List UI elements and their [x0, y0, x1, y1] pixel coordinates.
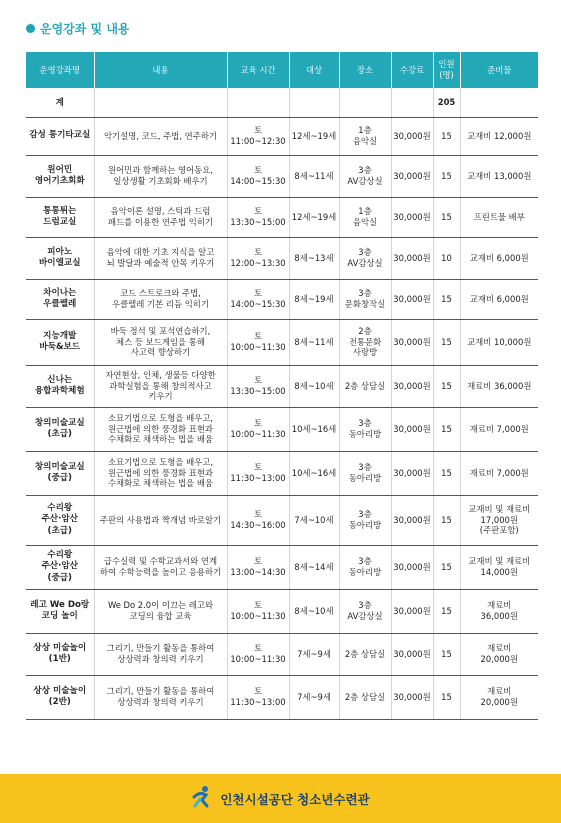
cell-name: 창의미술교실 (중급)	[26, 451, 94, 495]
cell-capacity: 15	[433, 451, 460, 495]
table-row	[26, 545, 538, 589]
cell-target: 8세~19세	[289, 279, 339, 319]
header-content: 내용	[94, 52, 227, 88]
cell-target: 7세~10세	[289, 495, 339, 545]
cell-target: 12세~19세	[289, 197, 339, 237]
cell-time: 토 10:00~11:30	[227, 407, 289, 451]
cell-place: 3층 동아리방	[339, 495, 391, 545]
cell-time: 토 10:00~11:30	[227, 589, 289, 633]
table-row	[26, 589, 538, 633]
cell-materials: 재료비 36,000원	[460, 365, 538, 407]
cell-materials: 교재비 및 재료비 17,000원 (주판포함)	[460, 495, 538, 545]
cell-target: 8세~13세	[289, 237, 339, 279]
table-row	[26, 407, 538, 451]
cell-materials: 재료비 20,000원	[460, 633, 538, 675]
cell-name: 지능개발 바둑&보드	[26, 319, 94, 365]
table-row	[26, 633, 538, 675]
cell-time: 토 14:00~15:30	[227, 279, 289, 319]
cell-name: 피아노 바이엘교실	[26, 237, 94, 279]
cell-materials: 교재비 12,000원	[460, 117, 538, 155]
header-time: 교육 시간	[227, 52, 289, 88]
cell-fee: 30,000원	[391, 365, 433, 407]
header-target: 대상	[289, 52, 339, 88]
cell-place: 2층 상담실	[339, 675, 391, 719]
cell-time: 토 13:00~14:30	[227, 545, 289, 589]
footer-banner	[0, 774, 561, 823]
table-row	[26, 155, 538, 197]
header-materials: 준비물	[460, 52, 538, 88]
cell-capacity: 15	[433, 117, 460, 155]
cell-place: 3층 동아리방	[339, 545, 391, 589]
cell-content: 음악에 대한 기초 지식을 알고 뇌 발달과 예술적 안목 키우기	[94, 237, 227, 279]
cell-fee: 30,000원	[391, 197, 433, 237]
cell-content: We Do 2.0이 이끄는 레고와 코딩의 융합 교육	[94, 589, 227, 633]
cell-name: 원어민 영어기초회화	[26, 155, 94, 197]
cell-name: 통통튀는 드럼교실	[26, 197, 94, 237]
table-row	[26, 117, 538, 155]
cell-time: 토 13:30~15:00	[227, 365, 289, 407]
cell-content: 주판의 사용법과 짝개념 바로알기	[94, 495, 227, 545]
cell-name: 수리왕 주산·암산 (초급)	[26, 495, 94, 545]
cell-fee: 30,000원	[391, 407, 433, 451]
cell-fee: 30,000원	[391, 675, 433, 719]
cell-capacity: 15	[433, 407, 460, 451]
cell-place: 3층 문화창작실	[339, 279, 391, 319]
cell-fee: 30,000원	[391, 279, 433, 319]
cell-time: 토 11:30~13:00	[227, 451, 289, 495]
cell-time: 토 11:00~12:30	[227, 117, 289, 155]
cell-name: 신나는 융합과학체험	[26, 365, 94, 407]
cell-capacity: 15	[433, 495, 460, 545]
cell-place: 3층 AV감상실	[339, 155, 391, 197]
cell-place: 2층 상담실	[339, 365, 391, 407]
course-table	[26, 52, 538, 720]
cell-name: 감성 통기타교실	[26, 117, 94, 155]
cell-content: 급수실력 및 수학교과서와 연계 하여 수학능력을 높이고 응용하기	[94, 545, 227, 589]
cell-capacity: 15	[433, 155, 460, 197]
section-title	[26, 20, 130, 37]
cell-materials: 재료비 7,000원	[460, 407, 538, 451]
cell-capacity: 15	[433, 365, 460, 407]
cell-target: 8세~14세	[289, 545, 339, 589]
cell-materials: 교재비 6,000원	[460, 279, 538, 319]
bullet-dot-icon	[26, 24, 35, 33]
cell-name: 창의미술교실 (초급)	[26, 407, 94, 451]
cell-place: 2층 상담실	[339, 633, 391, 675]
cell-target: 7세~9세	[289, 633, 339, 675]
cell-content: 그리기, 만들기 활동을 통하여 상상력과 창의력 키우기	[94, 675, 227, 719]
cell-fee: 30,000원	[391, 319, 433, 365]
cell-time: 토 14:00~15:30	[227, 155, 289, 197]
cell-target: 8세~11세	[289, 155, 339, 197]
cell-content: 소묘기법으로 도형을 배우고, 원근법에 의한 풍경화 표현과 수채화로 채색하는 법을 배움	[94, 451, 227, 495]
cell-materials: 재료비 36,000원	[460, 589, 538, 633]
header-fee: 수강료	[391, 52, 433, 88]
cell-name: 차이나는 우클렐레	[26, 279, 94, 319]
cell-content: 악기설명, 코드, 주법, 연주하기	[94, 117, 227, 155]
table-row	[26, 495, 538, 545]
cell-content: 음악이론 설명, 스틱과 드럼 패드를 이용한 연주법 익히기	[94, 197, 227, 237]
cell-time: 토 10:00~11:30	[227, 633, 289, 675]
cell-name: 수리왕 주산·암산 (중급)	[26, 545, 94, 589]
cell-content: 코드 스트로크와 주법, 우클렐레 기본 리듬 익히기	[94, 279, 227, 319]
table-row	[26, 237, 538, 279]
cell-fee: 30,000원	[391, 451, 433, 495]
section-title-text: 운영강좌 및 내용	[40, 22, 130, 36]
cell-content: 소묘기법으로 도형을 배우고, 원근법에 의한 풍경화 표현과 수채화로 채색하는 법을 배움	[94, 407, 227, 451]
runner-logo-icon	[191, 785, 213, 813]
cell-capacity: 15	[433, 279, 460, 319]
cell-target: 8세~10세	[289, 365, 339, 407]
table-row	[26, 365, 538, 407]
cell-materials: 재료비 7,000원	[460, 451, 538, 495]
cell-capacity: 10	[433, 237, 460, 279]
cell-fee: 30,000원	[391, 155, 433, 197]
cell-target: 12세~19세	[289, 117, 339, 155]
cell-time: 토 11:30~13:00	[227, 675, 289, 719]
cell-fee: 30,000원	[391, 633, 433, 675]
cell-materials: 재료비 20,000원	[460, 675, 538, 719]
cell-fee: 30,000원	[391, 117, 433, 155]
cell-fee: 30,000원	[391, 495, 433, 545]
table-row	[26, 319, 538, 365]
table-row	[26, 675, 538, 719]
cell-place: 3층 동아리방	[339, 451, 391, 495]
cell-content: 바둑 정석 및 포석연습하기, 체스 등 보드게임을 통해 사고력 향상하기	[94, 319, 227, 365]
cell-time: 토 12:00~13:30	[227, 237, 289, 279]
cell-time: 토 10:00~11:30	[227, 319, 289, 365]
cell-name: 상상 미술놀이 (2반)	[26, 675, 94, 719]
cell-materials: 교재비 13,000원	[460, 155, 538, 197]
cell-content: 그리기, 만들기 활동을 통하여 상상력과 창의력 키우기	[94, 633, 227, 675]
cell-capacity: 15	[433, 197, 460, 237]
cell-target: 8세~10세	[289, 589, 339, 633]
cell-fee: 30,000원	[391, 589, 433, 633]
cell-place: 1층 음악실	[339, 117, 391, 155]
cell-name: 레고 We Do랑 코딩 놀이	[26, 589, 94, 633]
table-row	[26, 279, 538, 319]
header-capacity: 인원 (명)	[433, 52, 460, 88]
cell-materials: 교재비 및 재료비 14,000원	[460, 545, 538, 589]
header-place: 장소	[339, 52, 391, 88]
cell-place: 2층 전통문화 사랑방	[339, 319, 391, 365]
cell-content: 원어민과 함께하는 영어동요, 일상생활 기초회화 배우기	[94, 155, 227, 197]
cell-place: 3층 AV감상실	[339, 589, 391, 633]
cell-place: 3층 AV감상실	[339, 237, 391, 279]
table-row	[26, 197, 538, 237]
table-header-row	[26, 52, 538, 88]
total-row	[26, 88, 538, 117]
cell-materials: 교재비 6,000원	[460, 237, 538, 279]
cell-target: 7세~9세	[289, 675, 339, 719]
cell-place: 3층 동아리방	[339, 407, 391, 451]
cell-time: 토 13:30~15:00	[227, 197, 289, 237]
cell-materials: 프린트물 배부	[460, 197, 538, 237]
cell-fee: 30,000원	[391, 545, 433, 589]
cell-target: 10세~16세	[289, 407, 339, 451]
cell-capacity: 15	[433, 633, 460, 675]
header-name: 운영강좌명	[26, 52, 94, 88]
cell-content: 자연현상, 인체, 생물등 다양한 과학실험을 통해 창의적사고 키우기	[94, 365, 227, 407]
table-row	[26, 451, 538, 495]
cell-capacity: 15	[433, 319, 460, 365]
total-label: 계	[26, 88, 94, 117]
cell-target: 8세~11세	[289, 319, 339, 365]
cell-fee: 30,000원	[391, 237, 433, 279]
total-capacity: 205	[433, 88, 460, 117]
cell-time: 토 14:30~16:00	[227, 495, 289, 545]
footer-org-name: 인천시설공단 청소년수련관	[220, 791, 370, 807]
cell-capacity: 15	[433, 545, 460, 589]
cell-materials: 교재비 10,000원	[460, 319, 538, 365]
cell-capacity: 15	[433, 675, 460, 719]
cell-name: 상상 미술놀이 (1반)	[26, 633, 94, 675]
cell-target: 10세~16세	[289, 451, 339, 495]
cell-place: 1층 음악실	[339, 197, 391, 237]
cell-capacity: 15	[433, 589, 460, 633]
